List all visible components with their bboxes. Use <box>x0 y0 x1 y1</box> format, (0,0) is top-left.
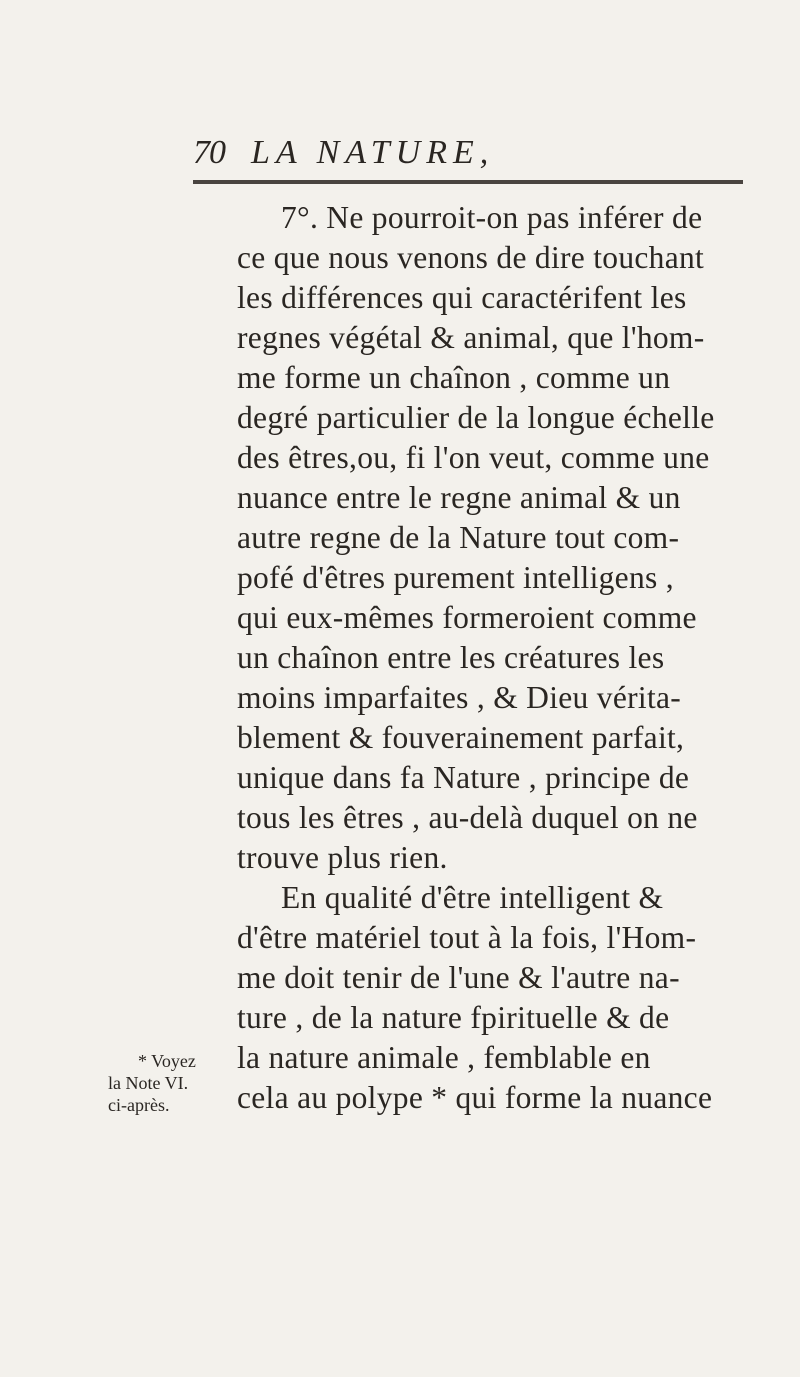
margin-note-line: la Note VI. <box>108 1073 189 1093</box>
text-line: moins imparfaites , & Dieu vérita- <box>237 680 682 715</box>
text-line: 7°. Ne pourroit-on pas inférer de <box>281 200 703 235</box>
text-line: me forme un chaînon , comme un <box>237 360 671 395</box>
text-line: la nature animale , femblable en <box>237 1040 651 1075</box>
text-line: pofé d'êtres purement intelligens , <box>237 560 674 595</box>
text-line: des êtres,ou, fi l'on veut, comme une <box>237 440 710 475</box>
body-text <box>237 198 777 1118</box>
page-number: 70 <box>193 134 225 171</box>
margin-footnote <box>108 1050 228 1116</box>
text-line: unique dans fa Nature , principe de <box>237 760 690 795</box>
text-line: autre regne de la Nature tout com- <box>237 520 680 555</box>
text-line: blement & fouverainement parfait, <box>237 720 685 755</box>
text-line: degré particulier de la longue échelle <box>237 400 715 435</box>
text-line: ce que nous venons de dire touchant <box>237 240 705 275</box>
text-line: nuance entre le regne animal & un <box>237 480 681 515</box>
header-rule <box>193 180 743 184</box>
text-line: trouve plus rien. <box>237 840 448 875</box>
page-header <box>193 134 743 184</box>
text-line: tous les êtres , au-delà duquel on ne <box>237 800 698 835</box>
margin-note-line: * Voyez <box>138 1051 196 1071</box>
text-line: cela au polype * qui forme la nuance <box>237 1080 713 1115</box>
text-line: regnes végétal & animal, que l'hom- <box>237 320 705 355</box>
margin-note-line: ci-après. <box>108 1095 170 1115</box>
text-line: qui eux-mêmes formeroient comme <box>237 600 697 635</box>
text-line: En qualité d'être intelligent & <box>281 880 664 915</box>
text-line: d'être matériel tout à la fois, l'Hom- <box>237 920 697 955</box>
text-line: les différences qui caractérifent les <box>237 280 687 315</box>
running-title: LA NATURE, <box>251 134 495 171</box>
text-line: me doit tenir de l'une & l'autre na- <box>237 960 680 995</box>
text-line: un chaînon entre les créatures les <box>237 640 665 675</box>
text-line: ture , de la nature fpirituelle & de <box>237 1000 670 1035</box>
